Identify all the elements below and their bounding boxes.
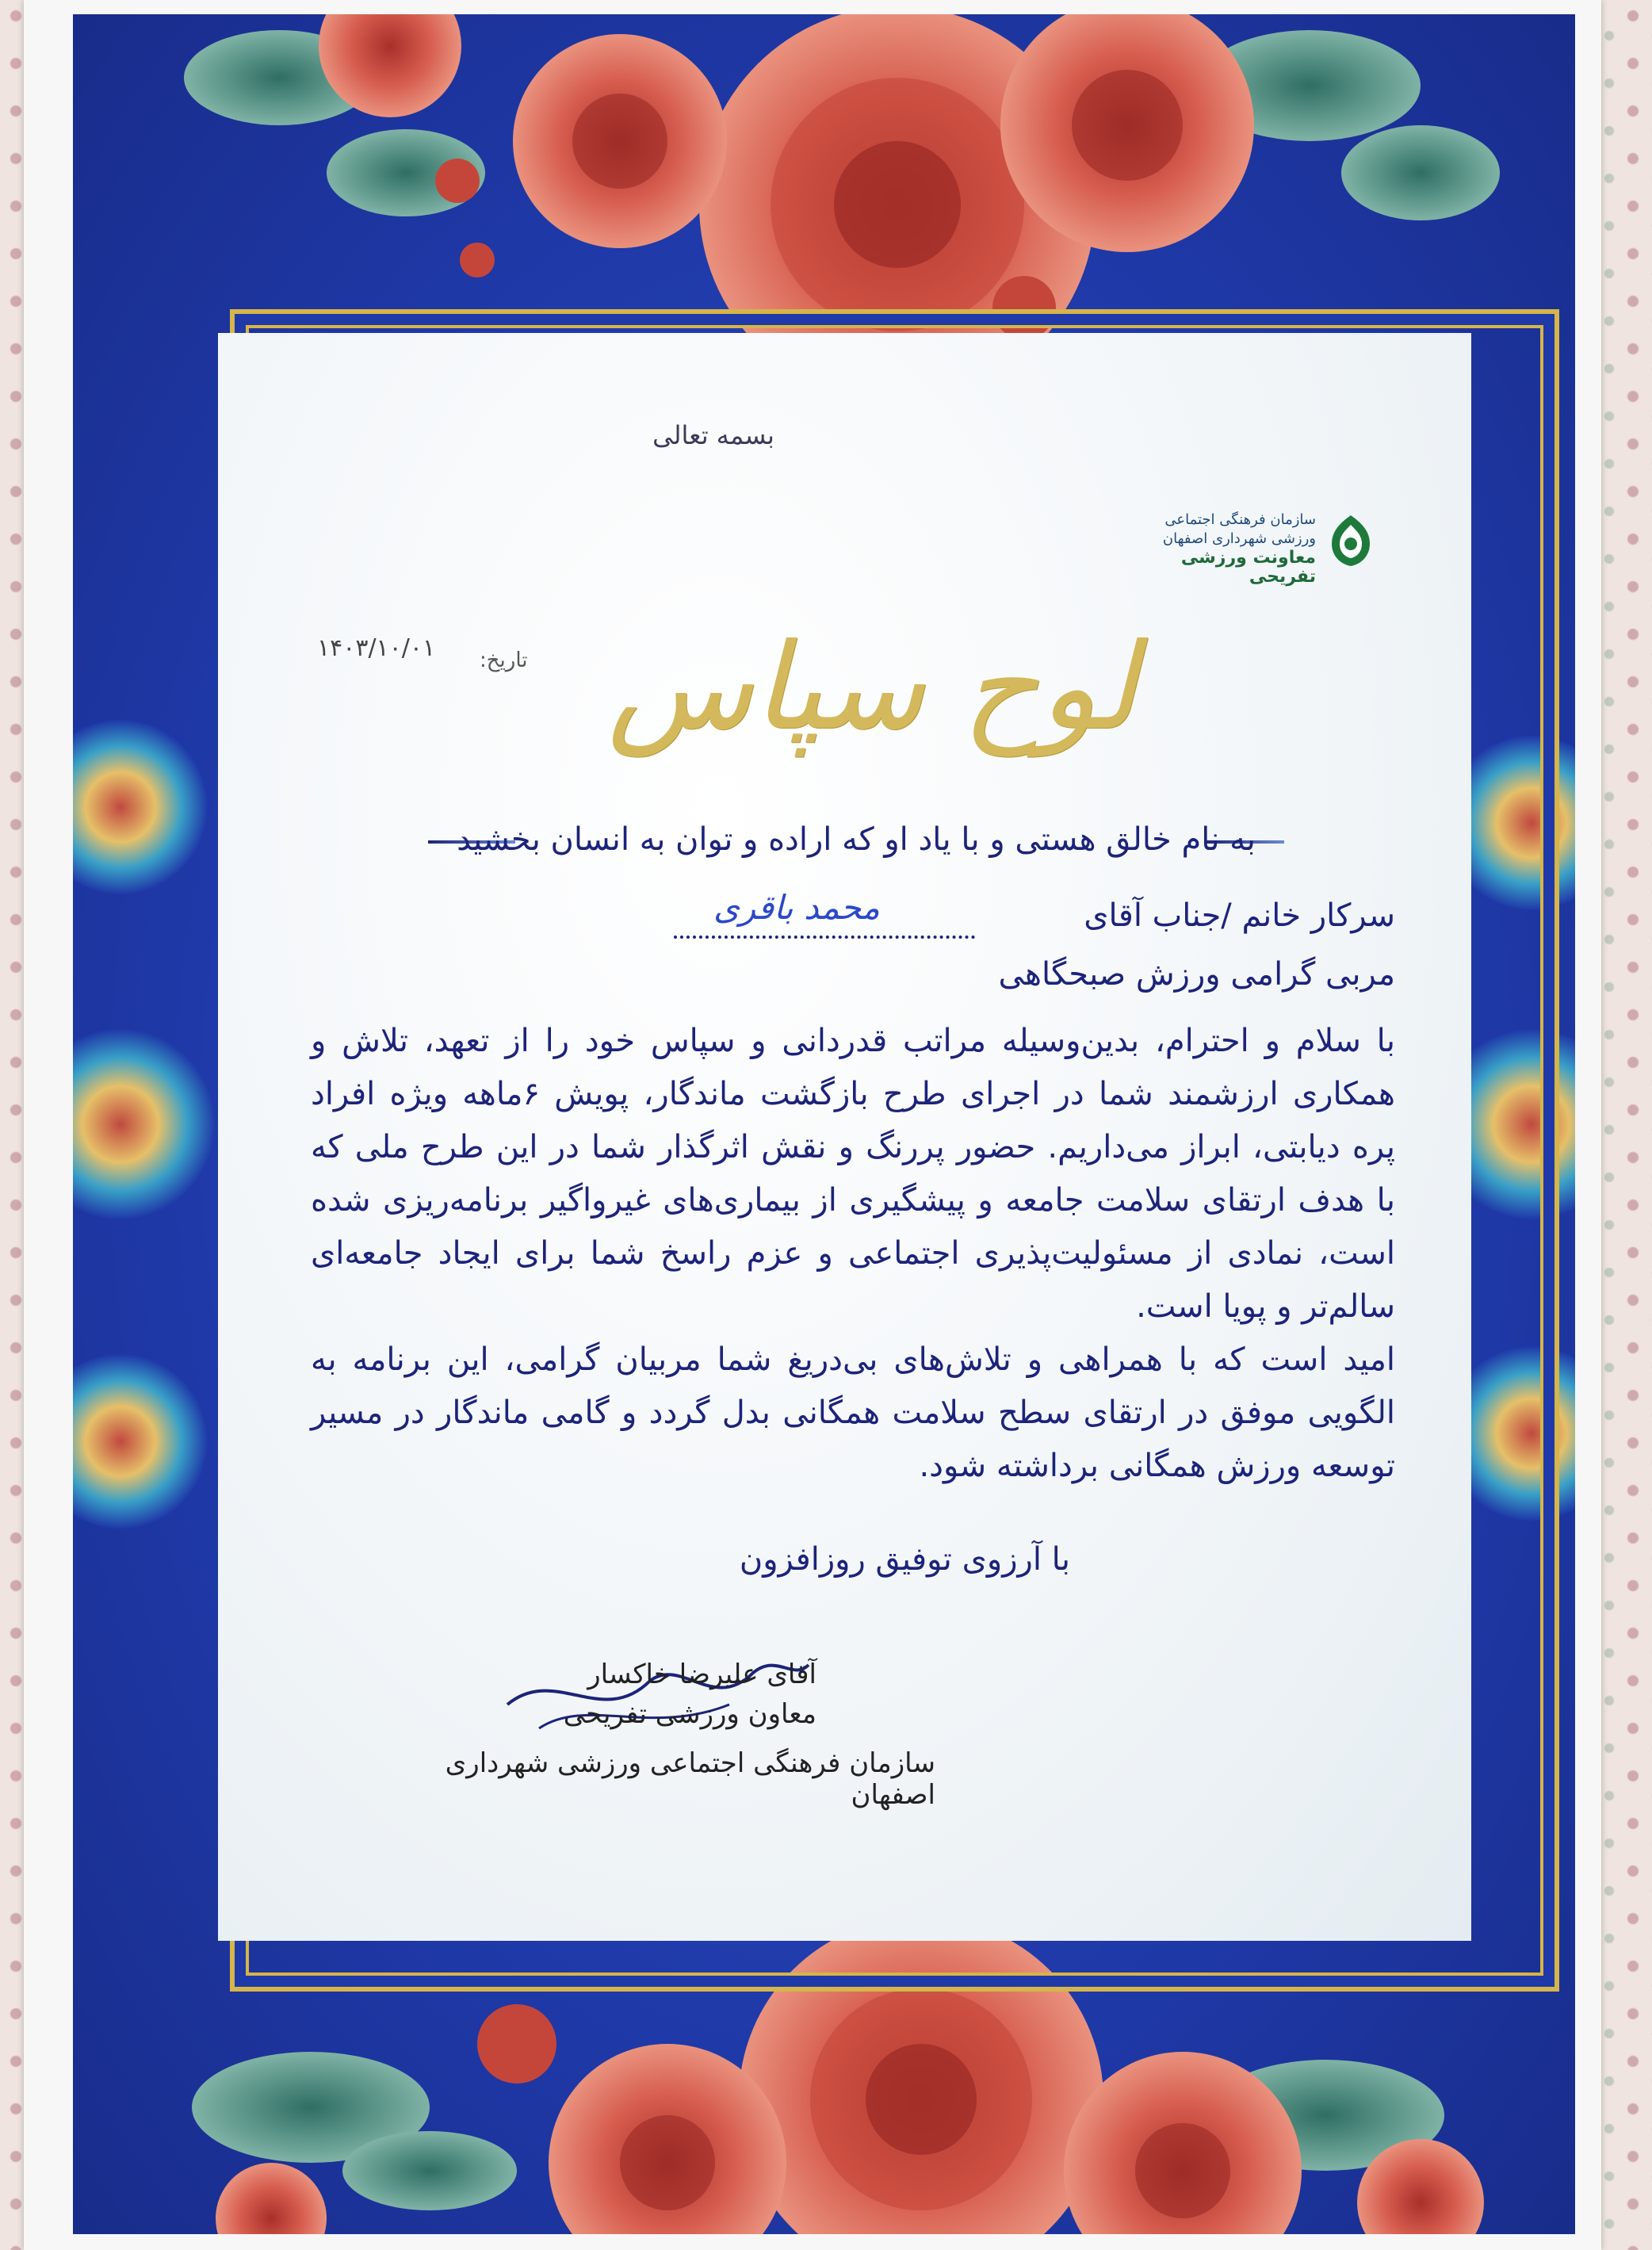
body-paragraph	[311, 1015, 1395, 1493]
date-label: تاریخ:	[480, 649, 528, 672]
signer-title: معاون ورزشی تفریحی	[563, 1698, 816, 1730]
body-paragraph-1: با سلام و احترام، بدین‌وسیله مراتب قدردانی و سپاس خود را از تعهد، تلاش و همکاری ارزشمند شما در اجرای طرح بازگشت ماندگار، پویش ۶ماهه ویژه افراد پره دیابتی، ابراز می‌داریم. حضور پررنگ و نقش اثرگذار شما در این طرح ملی که با هدف ارتقای سلامت جامعه و پیشگیری از بیماری‌های غیرواگیر برنامه‌ریزی شده است، نمادی از مسئولیت‌پذیری اجتماعی و عزم راسخ شما برای ایجاد جامعه‌ای سالم‌تر و پویا است.	[311, 1023, 1395, 1325]
recipient-handwritten-name: محمد باقری	[713, 888, 880, 927]
logo-line-1: سازمان فرهنگی اجتماعی	[1164, 511, 1316, 528]
closing-wish: با آرزوی توفیق روزافزون	[739, 1541, 1070, 1578]
signer-name: آقای علیرضا خاکسار	[587, 1659, 816, 1690]
date-value: ۱۴۰۳/۱۰/۰۱	[317, 634, 436, 662]
salutation-label: سرکار خانم /جناب آقای	[1084, 897, 1395, 934]
organization-logo	[1110, 507, 1379, 603]
logo-line-2: ورزشی شهرداری اصفهان	[1162, 530, 1316, 547]
body-paragraph-2: امید است که با همراهی و تلاش‌های بی‌دریغ شما مربیان گرامی، این برنامه به الگویی موفق در ارتقای سطح سلامت همگانی بدل گردد و گامی ماندگار در مسیر توسعه ورزش همگانی برداشته شود.	[311, 1341, 1395, 1484]
logo-line-3: معاونت ورزشی تفریحی	[1180, 548, 1316, 587]
certificate-title: لوح سپاس	[607, 618, 1137, 756]
signer-organization: سازمان فرهنگی اجتماعی ورزشی شهرداری اصفهان	[445, 1747, 935, 1811]
logo-text	[1110, 511, 1316, 587]
bismillah-heading: بسمه تعالی	[652, 420, 774, 450]
municipality-emblem-icon	[1322, 512, 1379, 569]
recipient-role: مربی گرامی ورزش صبحگاهی	[998, 956, 1395, 993]
intro-line: به نام خالق هستی و با یاد او که اراده و توان به انسان بخشید	[457, 821, 1256, 858]
